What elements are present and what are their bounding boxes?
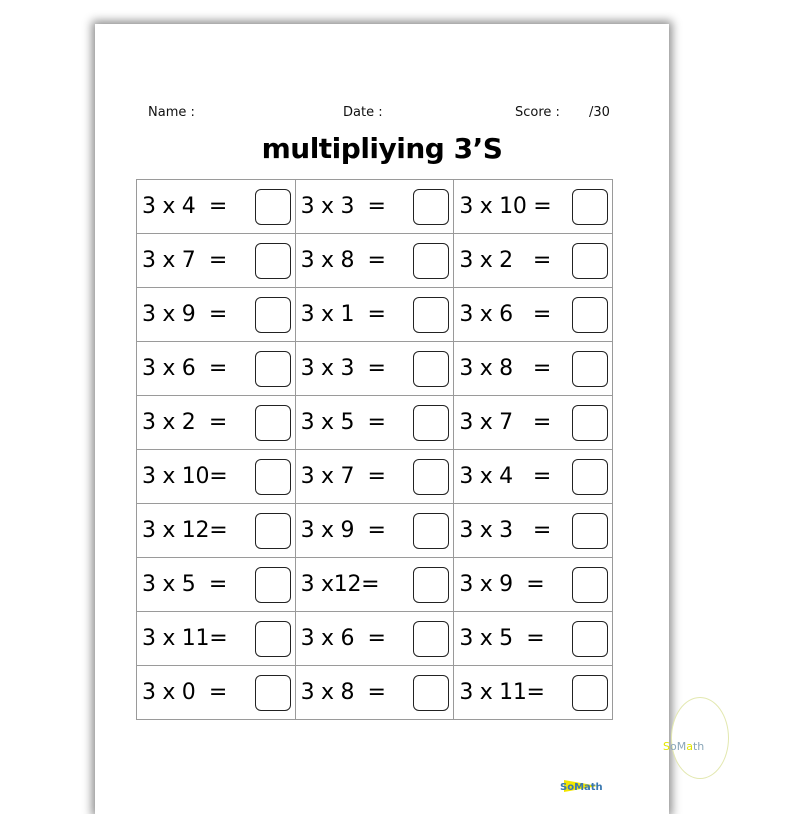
date-label: Date :: [343, 105, 383, 120]
answer-box[interactable]: [255, 567, 291, 603]
answer-box[interactable]: [255, 189, 291, 225]
problem-expression: 3 x 5 =: [300, 410, 386, 435]
problem-expression: 3 x 2 =: [142, 410, 228, 435]
problem-cell: [137, 450, 296, 504]
problem-expression: 3 x 3 =: [459, 518, 552, 543]
answer-box[interactable]: [255, 675, 291, 711]
problem-expression: 3 x 11=: [459, 680, 545, 705]
answer-box[interactable]: [572, 567, 608, 603]
problem-expression: 3 x 0 =: [142, 680, 228, 705]
answer-box[interactable]: [413, 567, 449, 603]
problem-expression: 3 x 4 =: [142, 194, 228, 219]
problem-expression: 3 x 9 =: [142, 302, 228, 327]
somath-logo: [558, 778, 614, 794]
problem-expression: 3 x 8 =: [459, 356, 552, 381]
problem-expression: 3 x 5 =: [142, 572, 228, 597]
problem-cell: [295, 666, 454, 720]
problem-cell: [454, 504, 613, 558]
problem-expression: 3 x 7 =: [459, 410, 552, 435]
answer-box[interactable]: [255, 243, 291, 279]
svg-text:SoMath: SoMath: [560, 782, 603, 793]
problem-cell: [454, 612, 613, 666]
problem-cell: [454, 450, 613, 504]
answer-box[interactable]: [255, 405, 291, 441]
answer-box[interactable]: [413, 675, 449, 711]
watermark-stamp: [671, 697, 729, 779]
problem-cell: [454, 234, 613, 288]
problem-cell: [295, 180, 454, 234]
problem-expression: 3 x 3 =: [300, 356, 386, 381]
problem-cell: [137, 180, 296, 234]
problem-expression: 3 x 7 =: [142, 248, 228, 273]
answer-box[interactable]: [255, 297, 291, 333]
problem-row: [137, 180, 613, 234]
problem-expression: 3 x 10 =: [459, 194, 552, 219]
problem-expression: 3 x 11=: [142, 626, 228, 651]
problem-row: [137, 666, 613, 720]
answer-box[interactable]: [413, 405, 449, 441]
name-label: Name :: [148, 105, 195, 120]
problem-row: [137, 450, 613, 504]
answer-box[interactable]: [572, 513, 608, 549]
problem-row: [137, 288, 613, 342]
problem-grid: [136, 179, 613, 720]
problem-row: [137, 612, 613, 666]
problem-cell: [454, 342, 613, 396]
problem-expression: 3 x 10=: [142, 464, 228, 489]
answer-box[interactable]: [255, 621, 291, 657]
problem-expression: 3 x 7 =: [300, 464, 386, 489]
problem-expression: 3 x 6 =: [300, 626, 386, 651]
problem-cell: [137, 234, 296, 288]
problem-expression: 3 x 4 =: [459, 464, 552, 489]
answer-box[interactable]: [572, 675, 608, 711]
answer-box[interactable]: [572, 189, 608, 225]
problem-cell: [137, 558, 296, 612]
answer-box[interactable]: [413, 351, 449, 387]
problem-cell: [295, 612, 454, 666]
problem-expression: 3 x 5 =: [459, 626, 545, 651]
problem-cell: [295, 504, 454, 558]
problem-cell: [454, 558, 613, 612]
answer-box[interactable]: [572, 621, 608, 657]
problem-cell: [137, 342, 296, 396]
problem-expression: 3 x 9 =: [300, 518, 386, 543]
problem-cell: [137, 288, 296, 342]
problem-cell: [137, 396, 296, 450]
problem-cell: [137, 504, 296, 558]
problem-cell: [295, 396, 454, 450]
problem-expression: 3 x12=: [300, 572, 380, 597]
problem-row: [137, 558, 613, 612]
problem-expression: 3 x 6 =: [142, 356, 228, 381]
answer-box[interactable]: [413, 243, 449, 279]
problem-row: [137, 234, 613, 288]
answer-box[interactable]: [413, 189, 449, 225]
problem-expression: 3 x 12=: [142, 518, 228, 543]
worksheet-title: multipliying 3’S: [261, 132, 503, 165]
problem-cell: [454, 180, 613, 234]
problem-expression: 3 x 9 =: [459, 572, 545, 597]
problem-cell: [295, 234, 454, 288]
answer-box[interactable]: [413, 459, 449, 495]
problem-row: [137, 504, 613, 558]
answer-box[interactable]: [572, 297, 608, 333]
answer-box[interactable]: [572, 243, 608, 279]
answer-box[interactable]: [255, 351, 291, 387]
answer-box[interactable]: [255, 459, 291, 495]
problem-row: [137, 396, 613, 450]
problem-expression: 3 x 1 =: [300, 302, 386, 327]
problem-cell: [137, 612, 296, 666]
problem-expression: 3 x 8 =: [300, 680, 386, 705]
problem-cell: [454, 396, 613, 450]
answer-box[interactable]: [413, 297, 449, 333]
problem-cell: [295, 288, 454, 342]
problem-cell: [137, 666, 296, 720]
problem-cell: [295, 342, 454, 396]
problem-row: [137, 342, 613, 396]
watermark-text: SoMath: [663, 740, 705, 753]
problem-cell: [295, 558, 454, 612]
answer-box[interactable]: [572, 351, 608, 387]
problem-cell: [454, 288, 613, 342]
problem-cell: [295, 450, 454, 504]
score-total: /30: [589, 105, 610, 120]
answer-box[interactable]: [413, 513, 449, 549]
problem-expression: 3 x 6 =: [459, 302, 552, 327]
problem-cell: [454, 666, 613, 720]
answer-box[interactable]: [572, 459, 608, 495]
answer-box[interactable]: [255, 513, 291, 549]
answer-box[interactable]: [413, 621, 449, 657]
problem-expression: 3 x 2 =: [459, 248, 552, 273]
answer-box[interactable]: [572, 405, 608, 441]
problem-expression: 3 x 8 =: [300, 248, 386, 273]
score-label: Score :: [515, 105, 560, 120]
problem-expression: 3 x 3 =: [300, 194, 386, 219]
